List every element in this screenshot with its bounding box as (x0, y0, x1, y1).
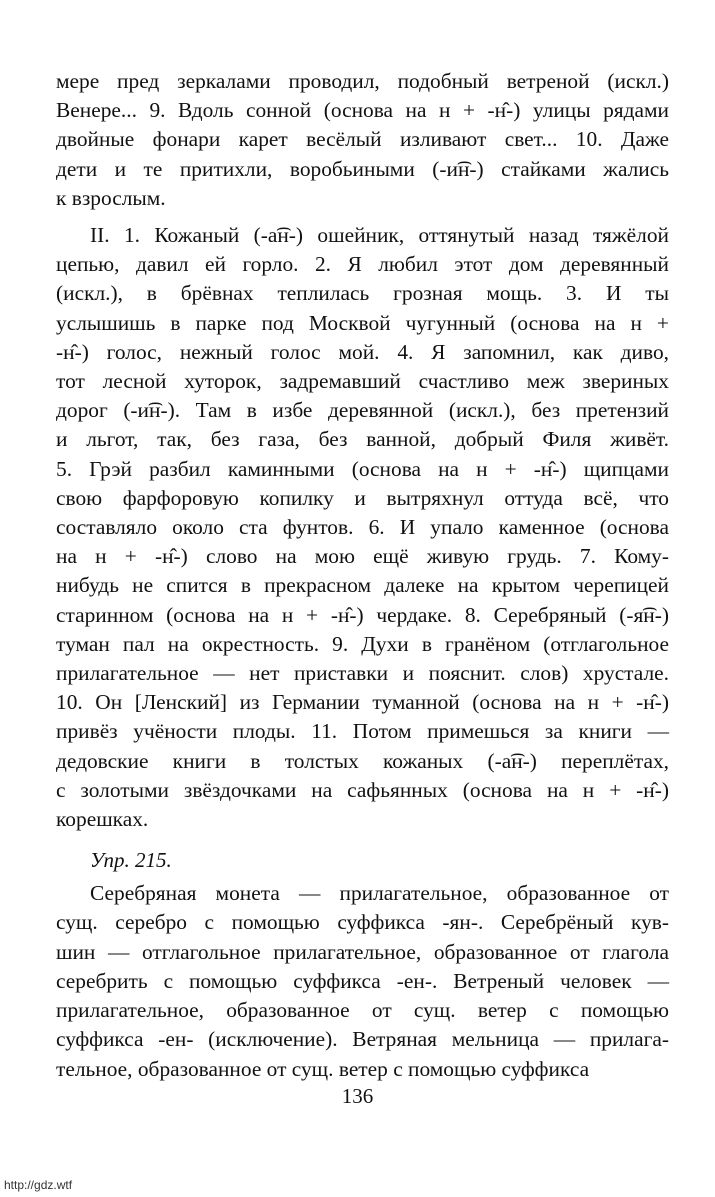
watermark: http://gdz.wtf (4, 1178, 73, 1192)
text-line: с золотыми звёздочками на сафьянных (основа на н + -н̂-) (56, 777, 669, 802)
text-line: суффикса -ен- (исключение). Ветряная мельница — прилага- (56, 1027, 669, 1052)
text-line: свою фарфоровую копилку и вытряхнул оттуда всё, что (56, 485, 669, 510)
text-line: II. 1. Кожаный (-а͡н-) ошейник, оттянутый назад тяжёлой (90, 223, 669, 248)
text-line: мере пред зеркалами проводил, подобный ветреной (искл.) (56, 69, 669, 93)
page-number: 136 (341, 1084, 374, 1108)
text-line: (искл.), в брёвнах теплилась грозная мощь. 3. И ты (56, 281, 669, 306)
text-line: нибудь не спится в прекрасном далеке на крытом черепицей (56, 573, 669, 598)
text-line: старинном (основа на н + -н̂-) чердаке. 8. Серебряный (-я͡н-) (56, 602, 669, 627)
text-line: сущ. серебро с помощью суффикса -ян-. Серебрёный кув- (56, 910, 669, 935)
text-line: прилагательное — нет приставки и пояснит. слов) хрустале. (56, 661, 669, 686)
text-line: на н + -н̂-) слово на мою ещё живую грудь. 7. Кому- (56, 544, 669, 569)
text-line: и льгот, так, без газа, без ванной, добрый Филя живёт. (56, 427, 669, 452)
text-line: корешках. (56, 807, 149, 832)
text-line: дети и те притихли, воробьиными (-и͡н-) стайками жались (56, 156, 669, 181)
text-line: серебрить с помощью суффикса -ен-. Ветреный человек — (56, 968, 669, 993)
text-line: двойные фонари карет весёлый изливают свет... 10. Даже (56, 127, 669, 152)
text-line: Венере... 9. Вдоль сонной (основа на н + -н̂-) улицы рядами (56, 98, 669, 123)
text-line: прилагательное, образованное от сущ. ветер с помощью (56, 998, 669, 1023)
text-line: услышишь в парке под Москвой чугунный (основа на н + (56, 310, 669, 335)
text-line: дорог (-и͡н-). Там в избе деревянной (искл.), без претензий (56, 398, 669, 423)
text-line: дедовские книги в толстых кожаных (-а͡н-) переплётах, (56, 748, 669, 773)
text-line: шин — отглагольное прилагательное, образованное от глагола (56, 939, 669, 964)
text-line: привёз учёности плоды. 11. Потом примешься за книги — (56, 719, 669, 744)
text-line: -н̂-) голос, нежный голос мой. 4. Я запомнил, как диво, (56, 339, 669, 364)
text-line: тельное, образованное от сущ. ветер с помощью суффикса (56, 1056, 590, 1081)
text-line: 10. Он [Ленский] из Германии туманной (основа на н + -н̂-) (56, 690, 669, 715)
text-line: туман пал на окрестность. 9. Духи в гранёном (отглагольное (56, 631, 669, 656)
text-line: к взрослым. (56, 185, 166, 210)
text-line: составляло около ста фунтов. 6. И упало каменное (основа (56, 515, 669, 540)
text-line: Серебряная монета — прилагательное, образованное от (90, 881, 669, 906)
text-line: тот лесной хуторок, задремавший счастливо меж звериных (56, 369, 669, 394)
paragraph-exercise-215 (56, 879, 669, 1083)
text-line: цепью, давил ей горло. 2. Я любил этот дом деревянный (56, 252, 669, 277)
exercise-heading: Упр. 215. (90, 848, 172, 873)
text-line: 5. Грэй разбил каминными (основа на н + -н̂-) щипцами (56, 456, 669, 481)
paragraph-exercise-part-2 (56, 221, 669, 834)
paragraph-exercise-continuation (56, 67, 669, 213)
